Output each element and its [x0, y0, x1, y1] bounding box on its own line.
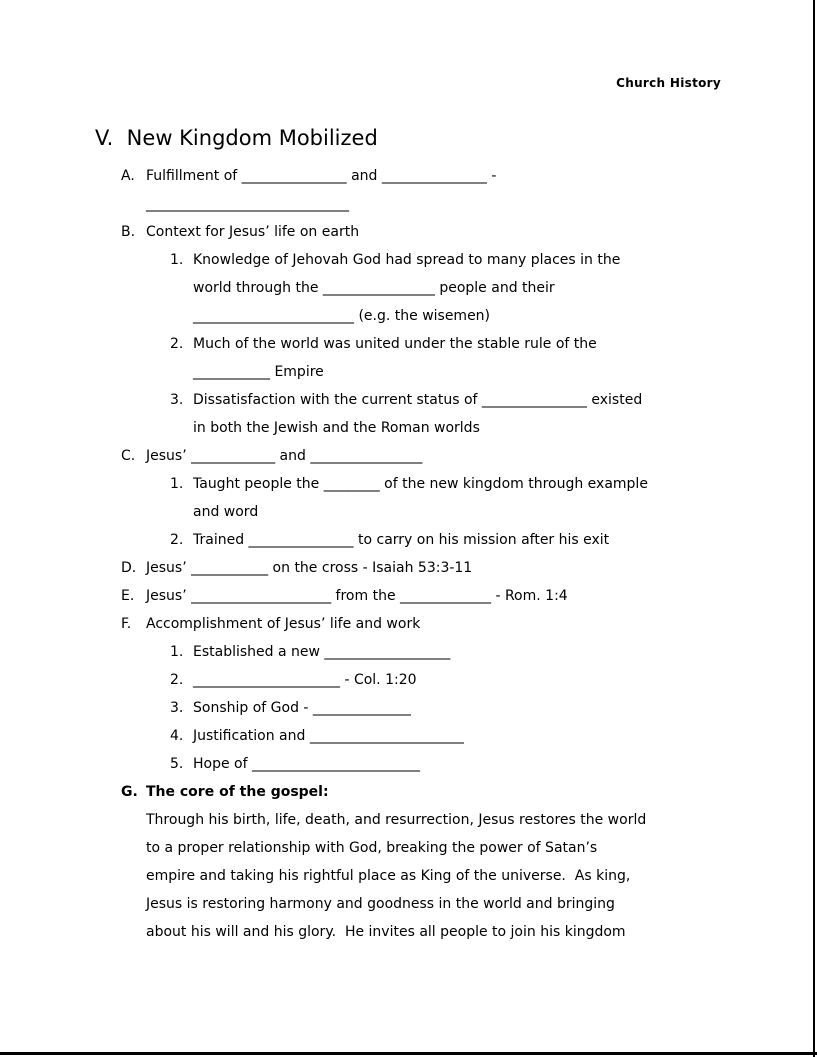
text-line: Sonship of God - ______________	[193, 700, 411, 716]
page-edge-right	[813, 0, 815, 1057]
outline-item-text	[193, 722, 817, 750]
section-title: V. New Kingdom Mobilized	[95, 126, 378, 150]
outline-item	[0, 330, 817, 386]
outline-item	[0, 442, 817, 470]
outline-item-label: A.	[121, 168, 135, 184]
text-line: about his will and his glory. He invites all people to join his kingdom	[146, 924, 626, 940]
text-line: Fulfillment of _______________ and _______________ -	[146, 168, 497, 184]
outline-item-label: 2.	[170, 532, 184, 548]
outline-item-label: D.	[121, 560, 137, 576]
outline-item-label: B.	[121, 224, 136, 240]
outline-item-text	[146, 162, 817, 218]
outline-item	[0, 162, 817, 218]
outline-item-label: 1.	[170, 252, 184, 268]
outline-item-text	[193, 750, 817, 778]
text-line: in both the Jewish and the Roman worlds	[193, 420, 480, 436]
outline-item	[0, 610, 817, 638]
outline-item	[0, 666, 817, 694]
text-line: Much of the world was united under the stable rule of the	[193, 336, 597, 352]
outline-item-label: E.	[121, 588, 135, 604]
text-line: _____________________________	[146, 196, 349, 212]
text-line: to a proper relationship with God, breaking the power of Satan’s	[146, 840, 598, 856]
text-line: Accomplishment of Jesus’ life and work	[146, 616, 421, 632]
outline-item-text	[146, 806, 817, 946]
text-line: _______________________ (e.g. the wisemen)	[193, 308, 491, 324]
text-line: Through his birth, life, death, and resurrection, Jesus restores the world	[146, 812, 647, 828]
text-line: Jesus’ ___________ on the cross - Isaiah 53:3-11	[146, 560, 473, 576]
text-line: world through the ________________ people and their	[193, 280, 555, 296]
text-line: Context for Jesus’ life on earth	[146, 224, 360, 240]
outline-item-text	[146, 554, 817, 582]
outline-item-label: 1.	[170, 476, 184, 492]
outline-item-label: F.	[121, 616, 132, 632]
text-line: Taught people the ________ of the new kingdom through example	[193, 476, 648, 492]
text-line: Knowledge of Jehovah God had spread to many places in the	[193, 252, 621, 268]
text-line: _____________________ - Col. 1:20	[193, 672, 417, 688]
text-line: Jesus’ ____________ and ________________	[146, 448, 423, 464]
outline-item-label: G.	[121, 784, 138, 800]
outline-item-label: C.	[121, 448, 136, 464]
outline-item	[0, 778, 817, 806]
outline-item-text	[146, 610, 817, 638]
outline-item	[0, 218, 817, 246]
outline-item	[0, 526, 817, 554]
text-line: empire and taking his rightful place as King of the universe. As king,	[146, 868, 631, 884]
outline-item-text	[193, 638, 817, 666]
outline-item-label	[121, 806, 146, 946]
text-line: Justification and ______________________	[193, 728, 464, 744]
outline-item	[0, 750, 817, 778]
outline-item-text	[193, 694, 817, 722]
header-title: Church History	[616, 76, 721, 90]
text-line: Hope of ________________________	[193, 756, 420, 772]
text-line: Trained _______________ to carry on his mission after his exit	[193, 532, 610, 548]
text-line: Jesus is restoring harmony and goodness in the world and bringing	[146, 896, 615, 912]
outline-item-label: 2.	[170, 672, 184, 688]
text-line: ___________ Empire	[193, 364, 324, 380]
outline-item-text	[193, 386, 817, 442]
outline-item-label: 3.	[170, 700, 184, 716]
outline-item-text	[193, 666, 817, 694]
outline-item-label: 4.	[170, 728, 184, 744]
outline	[0, 162, 817, 946]
outline-item-text	[146, 442, 817, 470]
page-header	[598, 62, 721, 104]
outline-item-label: 3.	[170, 392, 184, 408]
outline-item-label: 5.	[170, 756, 184, 772]
outline-item-text	[193, 470, 817, 526]
outline-item-text	[193, 526, 817, 554]
text-line: Dissatisfaction with the current status of _______________ existed	[193, 392, 643, 408]
outline-item-text	[193, 330, 817, 386]
outline-item	[0, 470, 817, 526]
outline-item	[0, 638, 817, 666]
text-line: Established a new __________________	[193, 644, 451, 660]
outline-item-text	[146, 582, 817, 610]
text-line: and word	[193, 504, 259, 520]
outline-item-text	[146, 778, 817, 806]
outline-item	[0, 722, 817, 750]
outline-item	[0, 694, 817, 722]
outline-item	[0, 246, 817, 330]
text-line: The core of the gospel:	[146, 784, 329, 800]
outline-item	[0, 582, 817, 610]
outline-item	[0, 386, 817, 442]
outline-item	[0, 554, 817, 582]
text-line: Jesus’ ____________________ from the _____________ - Rom. 1:4	[146, 588, 568, 604]
page-edge-bottom	[0, 1052, 817, 1055]
outline-item	[0, 806, 817, 946]
outline-item-text	[193, 246, 817, 330]
outline-item-label: 1.	[170, 644, 184, 660]
outline-item-text	[146, 218, 817, 246]
outline-item-label: 2.	[170, 336, 184, 352]
